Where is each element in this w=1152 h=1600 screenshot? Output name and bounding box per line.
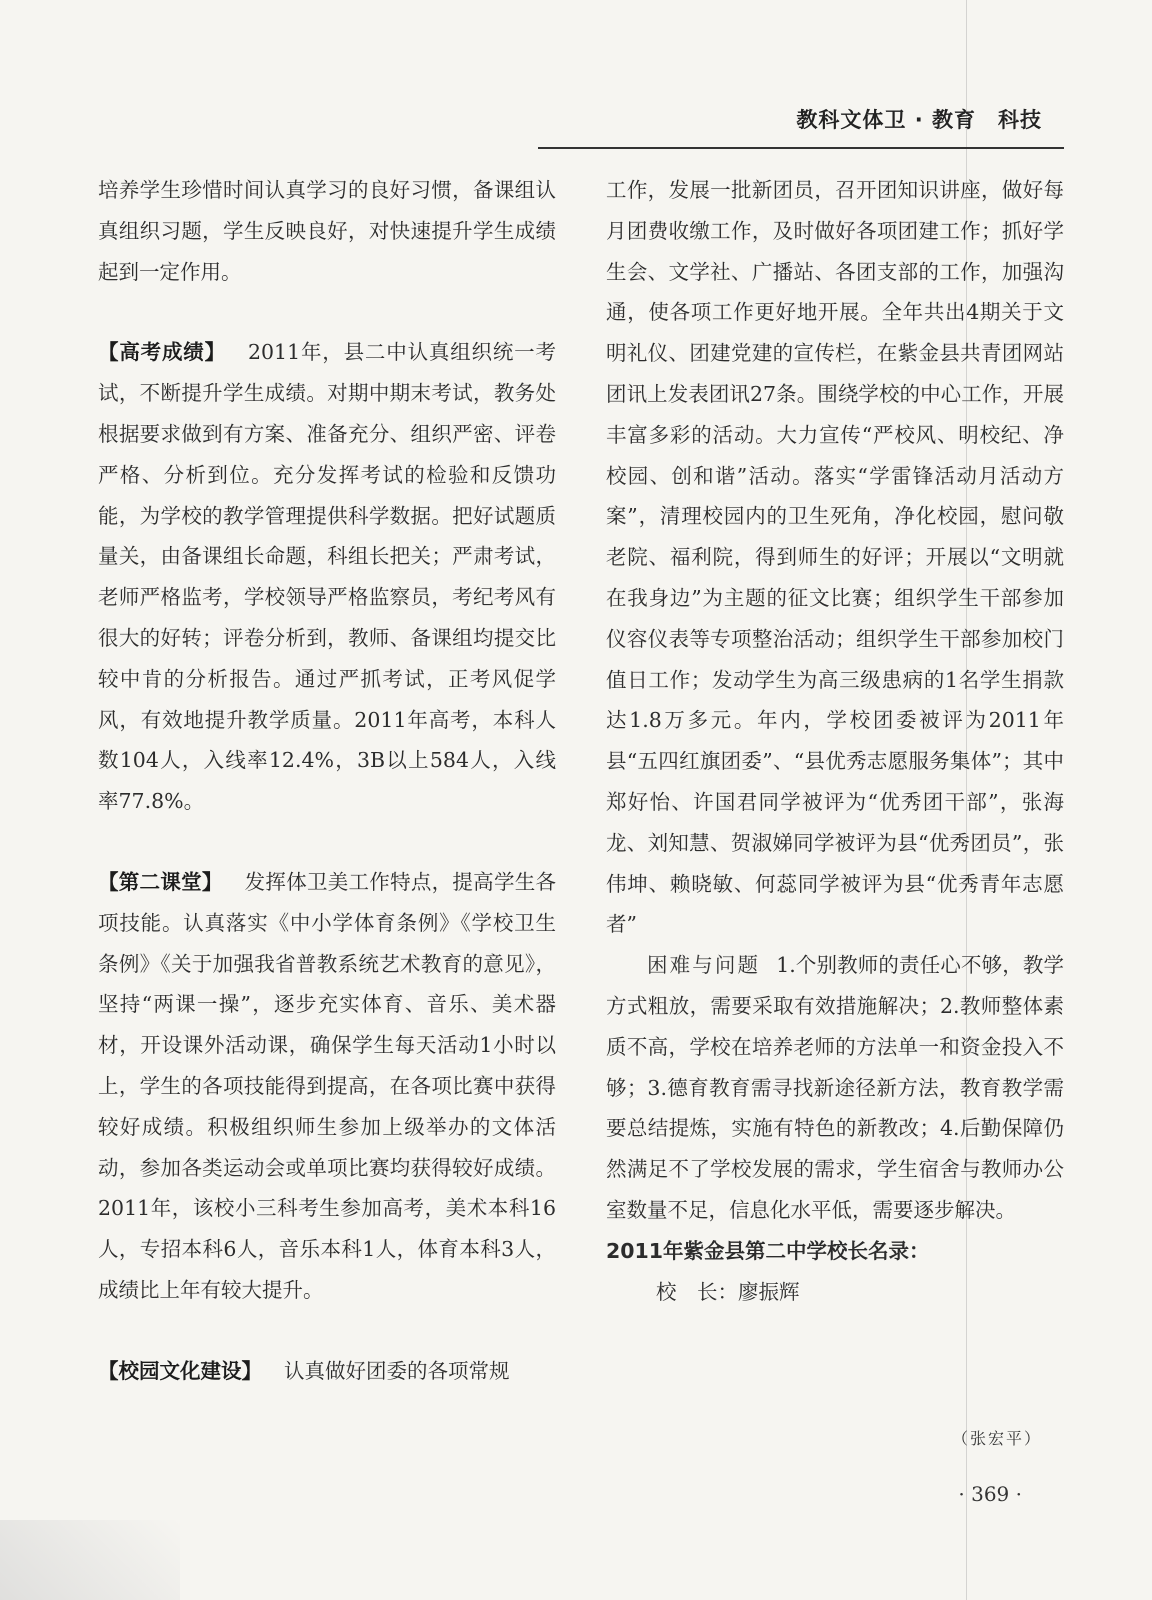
header-rule — [538, 147, 1064, 149]
second-class-paragraph — [98, 862, 556, 1311]
gaokao-heading: 【高考成绩】 — [98, 340, 226, 365]
principal-roster-entry: 校 长：廖振辉 — [656, 1279, 800, 1304]
principal-roster-title: 2011年紫金县第二中学校长名录： — [606, 1238, 930, 1263]
problems-heading: 困难与问题 — [647, 953, 761, 978]
problems-text: 1.个别教师的责任心不够，教学方式粗放，需要采取有效措施解决；2.教师整体素质不高，学校在培养老师的方法单一和资金投入不够；3.德育教育需寻找新途径新方法，教育教学需要总结提炼，实施有特色的新教改；4.后勤保障仍然满足不了学校发展的需求，学生宿舍与教师办公室数量不足，信息化水平低，需要逐步解决。 — [606, 953, 1065, 1222]
author-credit: （张宏平） — [951, 1429, 1042, 1448]
campus-culture-text: 认真做好团委的各项常规 — [284, 1358, 510, 1383]
running-header: 教科文体卫 · 教育 科技 — [796, 108, 1042, 132]
campus-culture-continued: 工作，发展一批新团员，召开团知识讲座，做好每月团费收缴工作，及时做好各项团建工作；抓好学生会、文学社、广播站、各团支部的工作，加强沟通，使各项工作更好地开展。全年共出4期关于文明礼仪、团建党建的宣传栏，在紫金县共青团网站团讯上发表团讯27条。围绕学校的中心工作，开展丰富多彩的活动。大力宣传“严校风、明校纪、净校园、创和谐”活动。落实“学雷锋活动月活动方案”，清理校园内的卫生死角，净化校园，慰问敬老院、福利院，得到师生的好评；开展以“文明就在我身边”为主题的征文比赛；组织学生干部参加仪容仪表等专项整治活动；组织学生干部参加校门值日工作；发动学生为高三级患病的1名学生捐款达1.8万多元。年内，学校团委被评为2011年县“五四红旗团委”、“县优秀志愿服务集体”；其中郑好怡、许国君同学被评为“优秀团干部”，张海龙、刘知慧、贺淑娣同学被评为县“优秀团员”，张伟坤、赖晓敏、何蕊同学被评为县“优秀青年志愿者” — [606, 178, 1064, 937]
problems-paragraph — [606, 945, 1064, 1231]
second-class-heading: 【第二课堂】 — [98, 869, 223, 894]
right-column — [606, 170, 1064, 1312]
page-number: · 369 · — [958, 1482, 1022, 1506]
second-class-text: 发挥体卫美工作特点，提高学生各项技能。认真落实《中小学体育条例》《学校卫生条例》《关于加强我省普教系统艺术教育的意见》，坚持“两课一操”，逐步充实体育、音乐、美术器材，开设课外活动课，确保学生每天活动1小时以上，学生的各项技能得到提高，在各项比赛中获得较好成绩。积极组织师生参加上级举办的文体活动，参加各类运动会或单项比赛均获得较好成绩。2011年，该校小三科考生参加高考，美术本科16人，专招本科6人，音乐本科1人，体育本科3人，成绩比上年有较大提升。 — [98, 869, 557, 1302]
scan-corner-shadow — [0, 1520, 180, 1600]
intro-paragraph: 培养学生珍惜时间认真学习的良好习惯，备课组认真组织习题，学生反映良好，对快速提升学生成绩起到一定作用。 — [98, 178, 556, 284]
gaokao-paragraph — [98, 332, 556, 822]
gaokao-text: 2011年，县二中认真组织统一考试，不断提升学生成绩。对期中期末考试，教务处根据要求做到有方案、准备充分、组织严密、评卷严格、分析到位。充分发挥考试的检验和反馈功能，为学校的教学管理提供科学数据。把好试题质量关，由备课组长命题，科组长把关；严肃考试，老师严格监考，学校领导严格监察员，考纪考风有很大的好转；评卷分析到，教师、备课组均提交比较中肯的分析报告。通过严抓考试，正考风促学风，有效地提升教学质量。2011年高考，本科人数104人，入线率12.4%，3B以上584人，入线率77.8%。 — [98, 340, 557, 814]
left-column — [98, 170, 556, 1392]
campus-culture-heading: 【校园文化建设】 — [98, 1358, 262, 1383]
campus-culture-paragraph — [98, 1351, 556, 1392]
